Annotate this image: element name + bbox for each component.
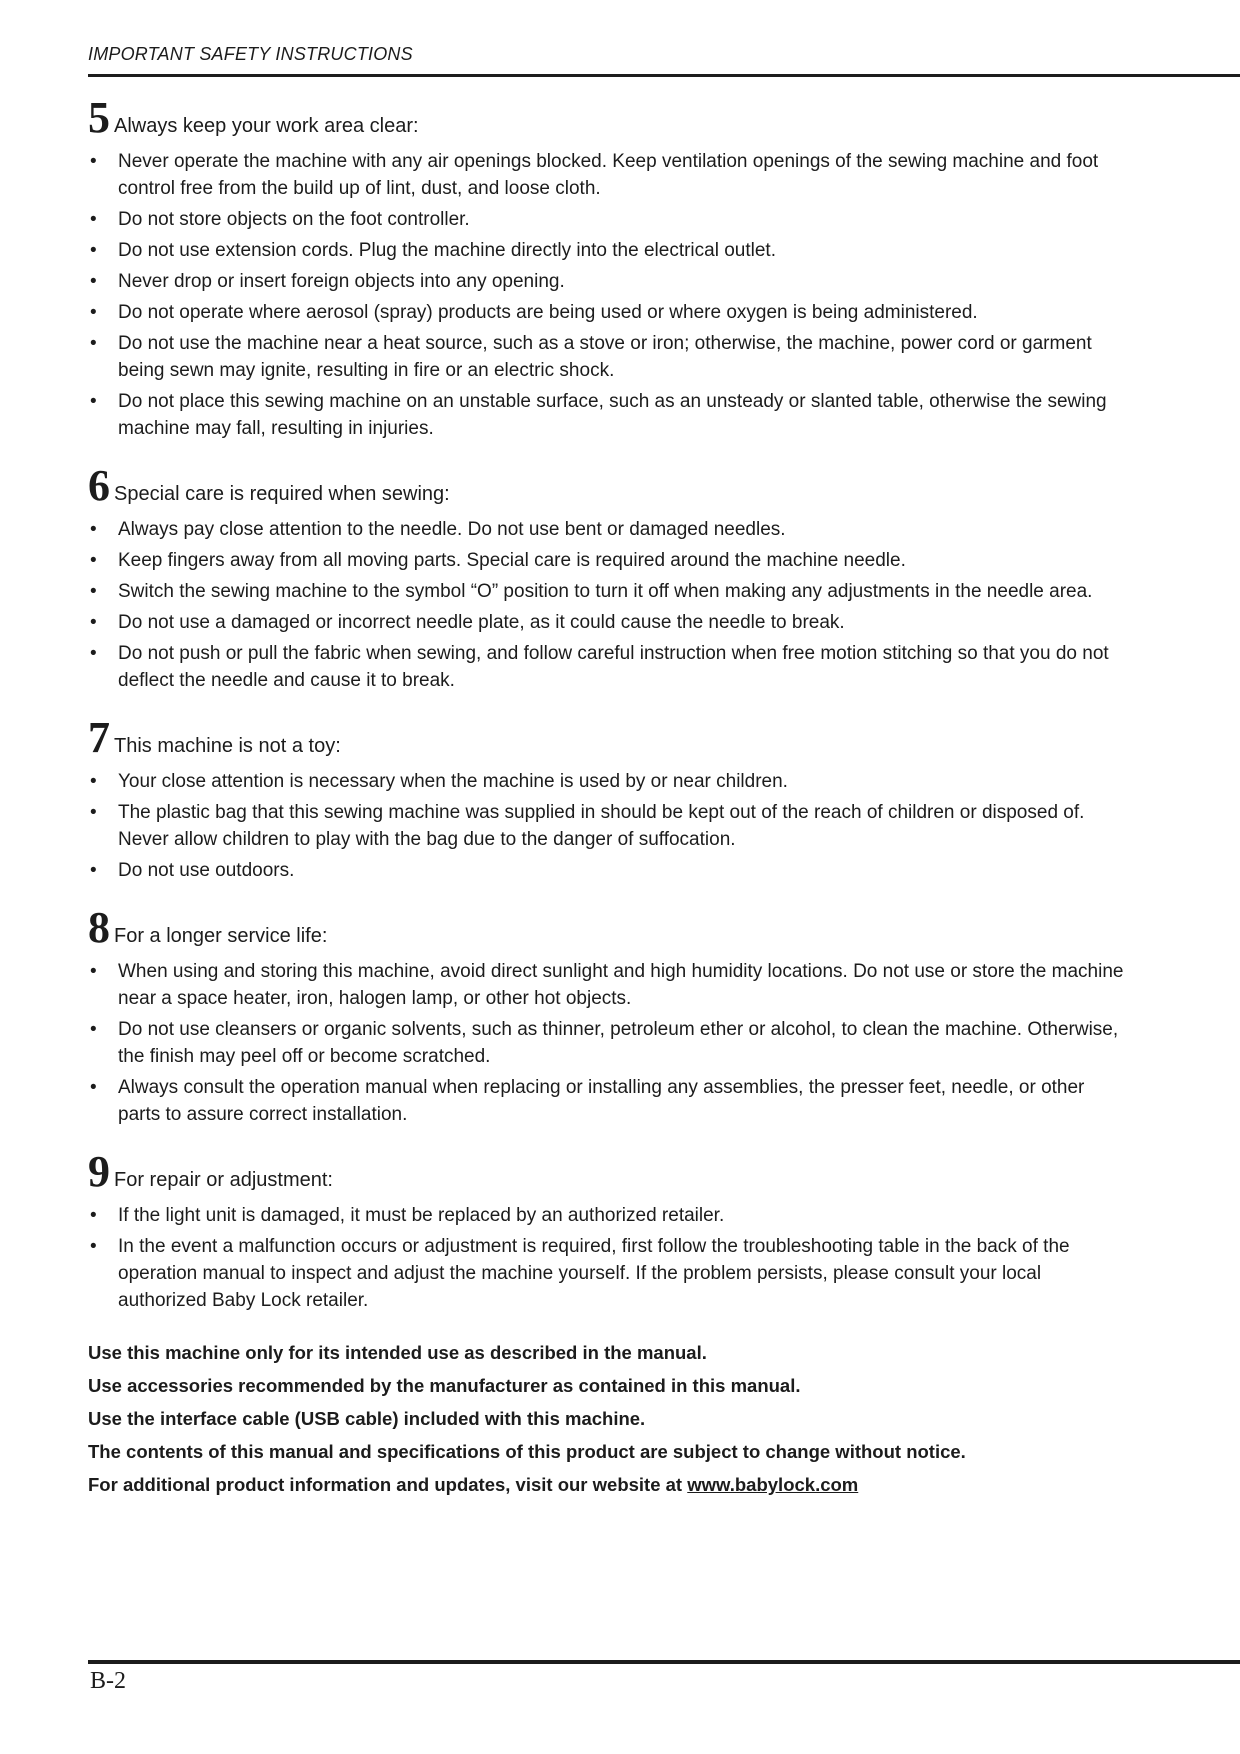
footer-divider — [88, 1660, 1240, 1664]
section-heading — [88, 461, 1128, 510]
bullet-list — [88, 148, 1128, 442]
list-item: • Do not operate where aerosol (spray) products are being used or where oxygen is being administered. — [88, 299, 1128, 326]
bullet-list — [88, 1202, 1128, 1314]
list-item: • Never operate the machine with any air openings blocked. Keep ventilation openings of the sewing machine and foot control free from the build up of lint, dust, and loose cloth. — [88, 148, 1128, 202]
note-intended-use: Use this machine only for its intended use as described in the manual. — [88, 1342, 707, 1363]
section-5 — [88, 93, 1128, 442]
closing-notes — [88, 1336, 1128, 1501]
section-6 — [88, 461, 1128, 694]
list-item: • Do not use extension cords. Plug the machine directly into the electrical outlet. — [88, 237, 1128, 264]
section-title: This machine is not a toy: — [114, 735, 341, 757]
website-link[interactable]: www.babylock.com — [687, 1474, 859, 1495]
note-website-text: For additional product information and updates, visit our website at — [88, 1474, 688, 1495]
list-item: • Your close attention is necessary when the machine is used by or near children. — [88, 768, 1128, 795]
list-item: • When using and storing this machine, avoid direct sunlight and high humidity locations. Do not use or store the machine near a space heater, iron, halogen lamp, or other hot objects. — [88, 958, 1128, 1012]
section-title: For a longer service life: — [114, 925, 328, 947]
list-item: • Keep fingers away from all moving parts. Special care is required around the machine needle. — [88, 547, 1128, 574]
section-number: 7 — [88, 713, 110, 762]
list-item: • Do not use cleansers or organic solvents, such as thinner, petroleum ether or alcohol, to clean the machine. Otherwise, the finish may peel off or become scratched. — [88, 1016, 1128, 1070]
page-number: B-2 — [90, 1668, 126, 1694]
main-content — [88, 93, 1128, 1501]
section-title: Special care is required when sewing: — [114, 483, 450, 505]
list-item: • If the light unit is damaged, it must be replaced by an authorized retailer. — [88, 1202, 1128, 1229]
section-heading — [88, 1147, 1128, 1196]
list-item: • Always pay close attention to the needle. Do not use bent or damaged needles. — [88, 516, 1128, 543]
bullet-list — [88, 958, 1128, 1128]
list-item: • Do not use the machine near a heat source, such as a stove or iron; otherwise, the machine, power cord or garment being sewn may ignite, resulting in fire or an electric shock. — [88, 330, 1128, 384]
section-heading — [88, 93, 1128, 142]
section-title: Always keep your work area clear: — [114, 115, 419, 137]
section-number: 9 — [88, 1147, 110, 1196]
section-9 — [88, 1147, 1128, 1314]
bullet-list — [88, 516, 1128, 694]
section-7 — [88, 713, 1128, 884]
list-item: • Always consult the operation manual when replacing or installing any assemblies, the presser feet, needle, or other parts to assure correct installation. — [88, 1074, 1128, 1128]
header-divider — [88, 74, 1240, 77]
section-8 — [88, 903, 1128, 1128]
list-item: • Do not store objects on the foot controller. — [88, 206, 1128, 233]
list-item: • Do not push or pull the fabric when sewing, and follow careful instruction when free motion stitching so that you do not deflect the needle and cause it to break. — [88, 640, 1128, 694]
section-number: 5 — [88, 93, 110, 142]
note-usb-cable: Use the interface cable (USB cable) included with this machine. — [88, 1408, 646, 1429]
section-heading — [88, 903, 1128, 952]
note-website — [88, 1468, 1128, 1501]
list-item: • Switch the sewing machine to the symbol “O” position to turn it off when making any adjustments in the needle area. — [88, 578, 1128, 605]
list-item: • Never drop or insert foreign objects into any opening. — [88, 268, 1128, 295]
note-change-notice: The contents of this manual and specifications of this product are subject to change without notice. — [88, 1441, 966, 1462]
section-number: 8 — [88, 903, 110, 952]
list-item: • Do not use outdoors. — [88, 857, 1128, 884]
page-header: IMPORTANT SAFETY INSTRUCTIONS — [88, 44, 413, 64]
bullet-list — [88, 768, 1128, 884]
note-accessories: Use accessories recommended by the manufacturer as contained in this manual. — [88, 1375, 801, 1396]
section-title: For repair or adjustment: — [114, 1169, 333, 1191]
section-number: 6 — [88, 461, 110, 510]
section-heading — [88, 713, 1128, 762]
list-item: • The plastic bag that this sewing machine was supplied in should be kept out of the reach of children or disposed of. Never allow children to play with the bag due to the danger of suffocation. — [88, 799, 1128, 853]
list-item: • Do not place this sewing machine on an unstable surface, such as an unsteady or slanted table, otherwise the sewing machine may fall, resulting in injuries. — [88, 388, 1128, 442]
list-item: • Do not use a damaged or incorrect needle plate, as it could cause the needle to break. — [88, 609, 1128, 636]
list-item: • In the event a malfunction occurs or adjustment is required, first follow the troubleshooting table in the back of the operation manual to inspect and adjust the machine yourself. If the problem persists, please consult your local authorized Baby Lock retailer. — [88, 1233, 1128, 1314]
